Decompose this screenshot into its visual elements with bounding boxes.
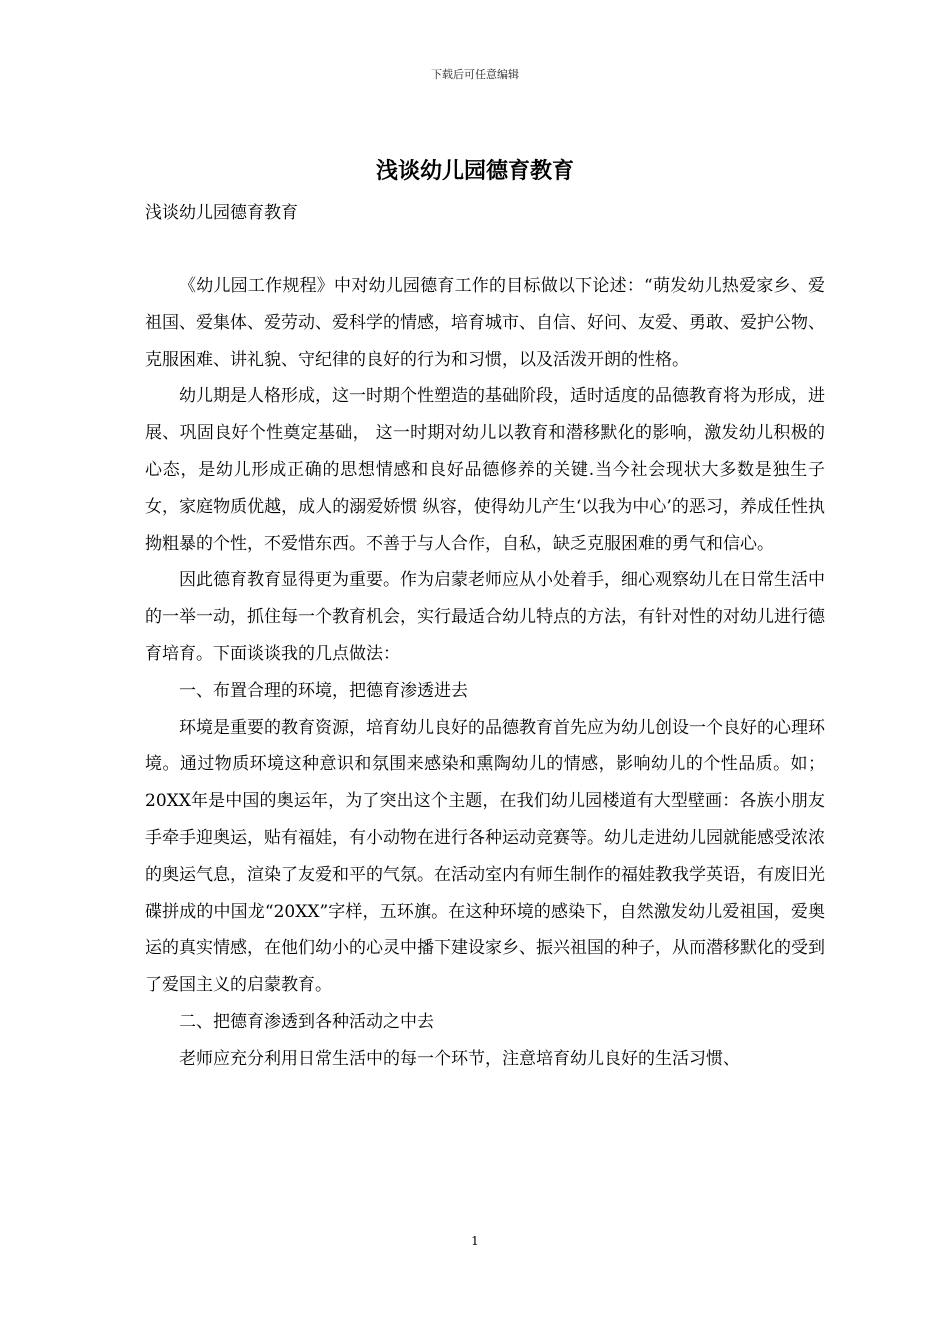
section-heading-2: 二、把德育渗透到各种活动之中去 <box>179 1011 434 1032</box>
paragraph-environment: 环境是重要的教育资源，培育幼儿良好的品德教育首先应为幼儿创设一个良好的心理环境。通过物质环境这种意识和氛围来感染和熏陶幼儿的情感，影响幼儿的个性品质。如；20XX年是中国的奥运年，为了突出这个主题，在我们幼儿园楼道有大型壁画：各族小朋友手牵手迎奥运，贴有福娃，有小动物在进行各种运动竞赛等。幼儿走进幼儿园就能感受浓浓的奥运气息，渲染了友爱和平的气氛。在活动室内有师生制作的福娃教我学英语，有废旧光碟拼成的中国龙“20XX”字样，五环旗。在这种环境的感染下，自然激发幼儿爱祖国，爱奥运的真实情感，在他们幼小的心灵中播下建设家乡、振兴祖国的种子，从而潜移默化的受到了爱国主义的启蒙教育。 <box>145 717 825 996</box>
page-number: 1 <box>471 1234 479 1248</box>
document-title: 浅谈幼儿园德育教育 <box>375 158 574 184</box>
header-note: 下载后可任意编辑 <box>431 68 519 81</box>
paragraph-intro: 《幼儿园工作规程》中对幼儿园德育工作的目标做以下论述：“萌发幼儿热爱家乡、爱祖国、爱集体、爱劳动、爱科学的情感，培育城市、自信、好问、友爱、勇敢、爱护公物、克服困难、讲礼貌、守纪律的良好的行为和习惯，以及活泼开朗的性格。 <box>145 276 825 370</box>
section-heading-1: 一、布置合理的环境，把德育渗透进去 <box>179 680 468 701</box>
paragraph-daily-life: 老师应充分利用日常生活中的每一个环节，注意培育幼儿良好的生活习惯、 <box>179 1048 740 1069</box>
paragraph-importance: 因此德育教育显得更为重要。作为启蒙老师应从小处着手，细心观察幼儿在日常生活中的一举一动，抓住每一个教育机会，实行最适合幼儿特点的方法，有针对性的对幼儿进行德育培育。下面谈谈我的几点做法： <box>145 570 825 664</box>
document-body <box>145 268 825 1078</box>
paragraph-childhood: 幼儿期是人格形成，这一时期个性塑造的基础阶段，适时适度的品德教育将为形成，进展、巩固良好个性奠定基础， 这一时期对幼儿以教育和潜移默化的影响，激发幼儿积极的心态，是幼儿形成正确的思想情感和良好品德修养的关键.当今社会现状大多数是独生子女，家庭物质优越，成人的溺爱娇惯 纵容，使得幼儿产生‘以我为中心’的恶习，养成任性执拗粗暴的个性，不爱惜东西。不善于与人合作，自私，缺乏克服困难的勇气和信心。 <box>145 386 825 554</box>
document-subtitle: 浅谈幼儿园德育教育 <box>145 203 298 223</box>
